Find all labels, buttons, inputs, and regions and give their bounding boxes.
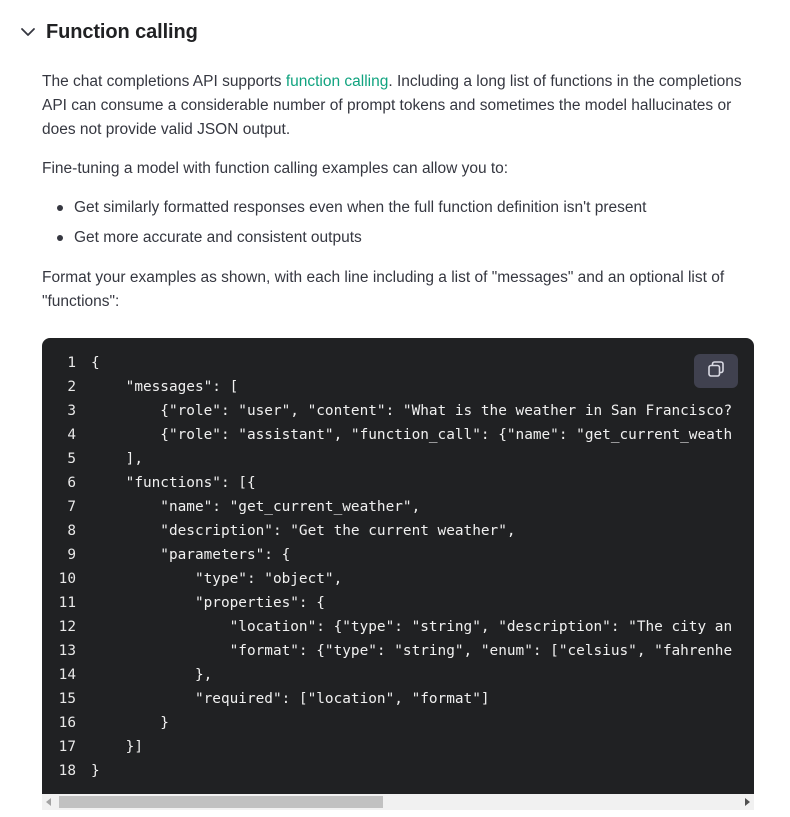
line-code-text: "description": "Get the current weather", xyxy=(91,523,516,539)
line-code-text: } xyxy=(91,715,169,731)
scrollbar-thumb[interactable] xyxy=(59,796,383,808)
section-toggle[interactable] xyxy=(20,18,198,46)
line-code-text: "name": "get_current_weather", xyxy=(91,499,421,515)
code-line xyxy=(42,399,732,423)
line-code-text: "functions": [{ xyxy=(91,475,256,491)
code-line xyxy=(42,519,732,543)
line-number: 13 xyxy=(58,643,76,659)
benefits-intro-paragraph: Fine-tuning a model with function calling examples can allow you to: xyxy=(42,160,509,177)
line-number: 11 xyxy=(58,595,76,611)
line-code-text: "format": {"type": "string", "enum": ["celsius", "fahrenhe xyxy=(91,643,733,659)
line-code-text: {"role": "assistant", "function_call": {"name": "get_current_weath xyxy=(91,427,733,443)
code-line xyxy=(42,447,732,471)
line-number: 2 xyxy=(67,379,76,395)
list-item xyxy=(42,196,646,226)
line-code-text: } xyxy=(91,763,100,779)
line-code-text: "required": ["location", "format"] xyxy=(91,691,490,707)
line-code-text: { xyxy=(91,355,100,371)
code-line xyxy=(42,639,732,663)
code-line xyxy=(42,759,732,783)
line-code-text: ], xyxy=(91,451,143,467)
code-line xyxy=(42,567,732,591)
line-number: 10 xyxy=(58,571,76,587)
line-code-text: {"role": "user", "content": "What is the weather in San Francisco? xyxy=(91,403,733,419)
line-number: 3 xyxy=(67,403,76,419)
line-number: 9 xyxy=(67,547,76,563)
code-line xyxy=(42,351,732,375)
code-line xyxy=(42,591,732,615)
code-line xyxy=(42,615,732,639)
line-number: 12 xyxy=(58,619,76,635)
intro-text-start: The chat completions API supports xyxy=(42,73,286,90)
bullet-icon xyxy=(57,235,63,241)
line-number: 17 xyxy=(58,739,76,755)
line-number: 7 xyxy=(67,499,76,515)
line-code-text: }] xyxy=(91,739,143,755)
format-paragraph: Format your examples as shown, with each line including a list of "messages" and an optional list of "functions": xyxy=(42,269,725,310)
line-number: 1 xyxy=(67,355,76,371)
line-code-text: }, xyxy=(91,667,213,683)
line-number: 8 xyxy=(67,523,76,539)
code-line xyxy=(42,495,732,519)
line-number: 16 xyxy=(58,715,76,731)
intro-paragraph xyxy=(42,70,754,142)
section-title: Function calling xyxy=(46,20,198,43)
list-item xyxy=(42,226,646,256)
line-code-text: "location": {"type": "string", "description": "The city an xyxy=(91,619,733,635)
line-code-text: "parameters": { xyxy=(91,547,291,563)
copy-icon xyxy=(707,360,725,383)
list-item-text: Get similarly formatted responses even when the full function definition isn't present xyxy=(74,199,647,216)
line-code-text: "messages": [ xyxy=(91,379,239,395)
list-item-text: Get more accurate and consistent outputs xyxy=(74,229,362,246)
line-number: 18 xyxy=(58,763,76,779)
code-line xyxy=(42,423,732,447)
code-line xyxy=(42,687,732,711)
line-code-text: "properties": { xyxy=(91,595,325,611)
scroll-left-arrow-icon[interactable] xyxy=(46,798,51,806)
code-line xyxy=(42,663,732,687)
chevron-down-icon xyxy=(20,24,36,40)
line-number: 14 xyxy=(58,667,76,683)
code-block[interactable] xyxy=(42,338,754,794)
code-line xyxy=(42,375,732,399)
code-horizontal-scrollbar[interactable] xyxy=(42,794,754,810)
line-number: 5 xyxy=(67,451,76,467)
benefits-list xyxy=(42,196,646,256)
code-line xyxy=(42,543,732,567)
function-calling-link[interactable]: function calling xyxy=(285,73,389,90)
code-line xyxy=(42,711,732,735)
intro-text-end: . Including a long list of functions in the completions API can consume a considerable number of prompt tokens and sometimes the model hallucinates or does not provide valid JSON output. xyxy=(42,73,742,138)
code-lines xyxy=(42,351,732,783)
code-line xyxy=(42,471,732,495)
line-number: 4 xyxy=(67,427,76,443)
line-number: 15 xyxy=(58,691,76,707)
copy-button[interactable] xyxy=(694,354,738,388)
code-line xyxy=(42,735,732,759)
line-code-text: "type": "object", xyxy=(91,571,343,587)
line-number: 6 xyxy=(67,475,76,491)
scroll-right-arrow-icon[interactable] xyxy=(745,798,750,806)
bullet-icon xyxy=(57,205,63,211)
